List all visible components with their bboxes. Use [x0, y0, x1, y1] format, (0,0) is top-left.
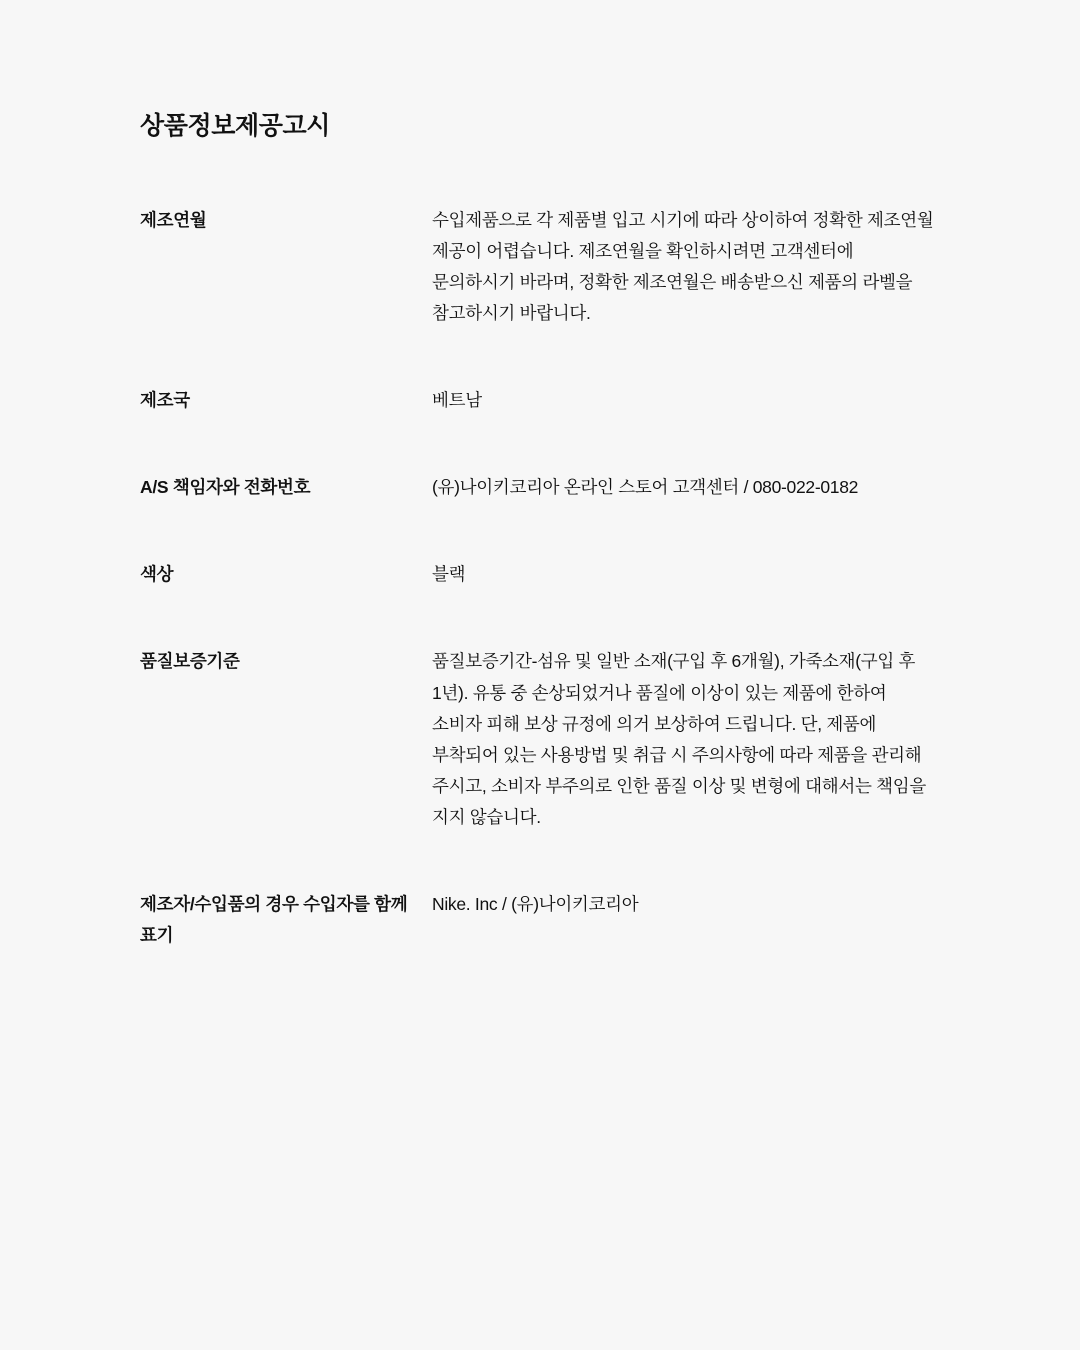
spec-value: 베트남 [432, 390, 482, 411]
spec-row-country-of-origin [140, 385, 940, 416]
spec-value: Nike. Inc / (유)나이키코리아 [432, 894, 639, 915]
spec-label: 제조국 [140, 390, 190, 411]
spec-value: 수입제품으로 각 제품별 입고 시기에 따라 상이하여 정확한 제조연월 제공이 어렵습니다. 제조연월을 확인하시려면 고객센터에 문의하시기 바라며, 정확한 제조연월은 배송받으신 제품의 라벨을 참고하시기 바랍니다. [432, 209, 934, 323]
spec-label: A/S 책임자와 전화번호 [140, 477, 311, 498]
spec-value: 블랙 [432, 564, 466, 585]
spec-label: 제조연월 [140, 209, 207, 230]
spec-label: 제조자/수입품의 경우 수입자를 함께 표기 [140, 894, 408, 945]
product-spec-list [140, 205, 940, 951]
spec-value: (유)나이키코리아 온라인 스토어 고객센터 / 080-022-0182 [432, 477, 859, 498]
spec-row-manufacturer-importer [140, 889, 940, 950]
spec-row-manufacture-date [140, 205, 940, 330]
spec-row-color [140, 559, 940, 590]
spec-label: 품질보증기준 [140, 651, 240, 672]
spec-row-warranty [140, 646, 940, 833]
spec-row-as-contact [140, 472, 940, 503]
spec-label: 색상 [140, 564, 174, 585]
page-title: 상품정보제공고시 [140, 112, 331, 140]
spec-value: 품질보증기간-섬유 및 일반 소재(구입 후 6개월), 가죽소재(구입 후 1년). 유통 중 손상되었거나 품질에 이상이 있는 제품에 한하여 소비자 피해 보상 규정에 의거 보상하여 드립니다. 단, 제품에 부착되어 있는 사용방법 및 취급 시 주의사항에 따라 제품을 관리해 주시고, 소비자 부주의로 인한 품질 이상 및 변형에 대해서는 책임을 지지 않습니다. [432, 651, 926, 828]
